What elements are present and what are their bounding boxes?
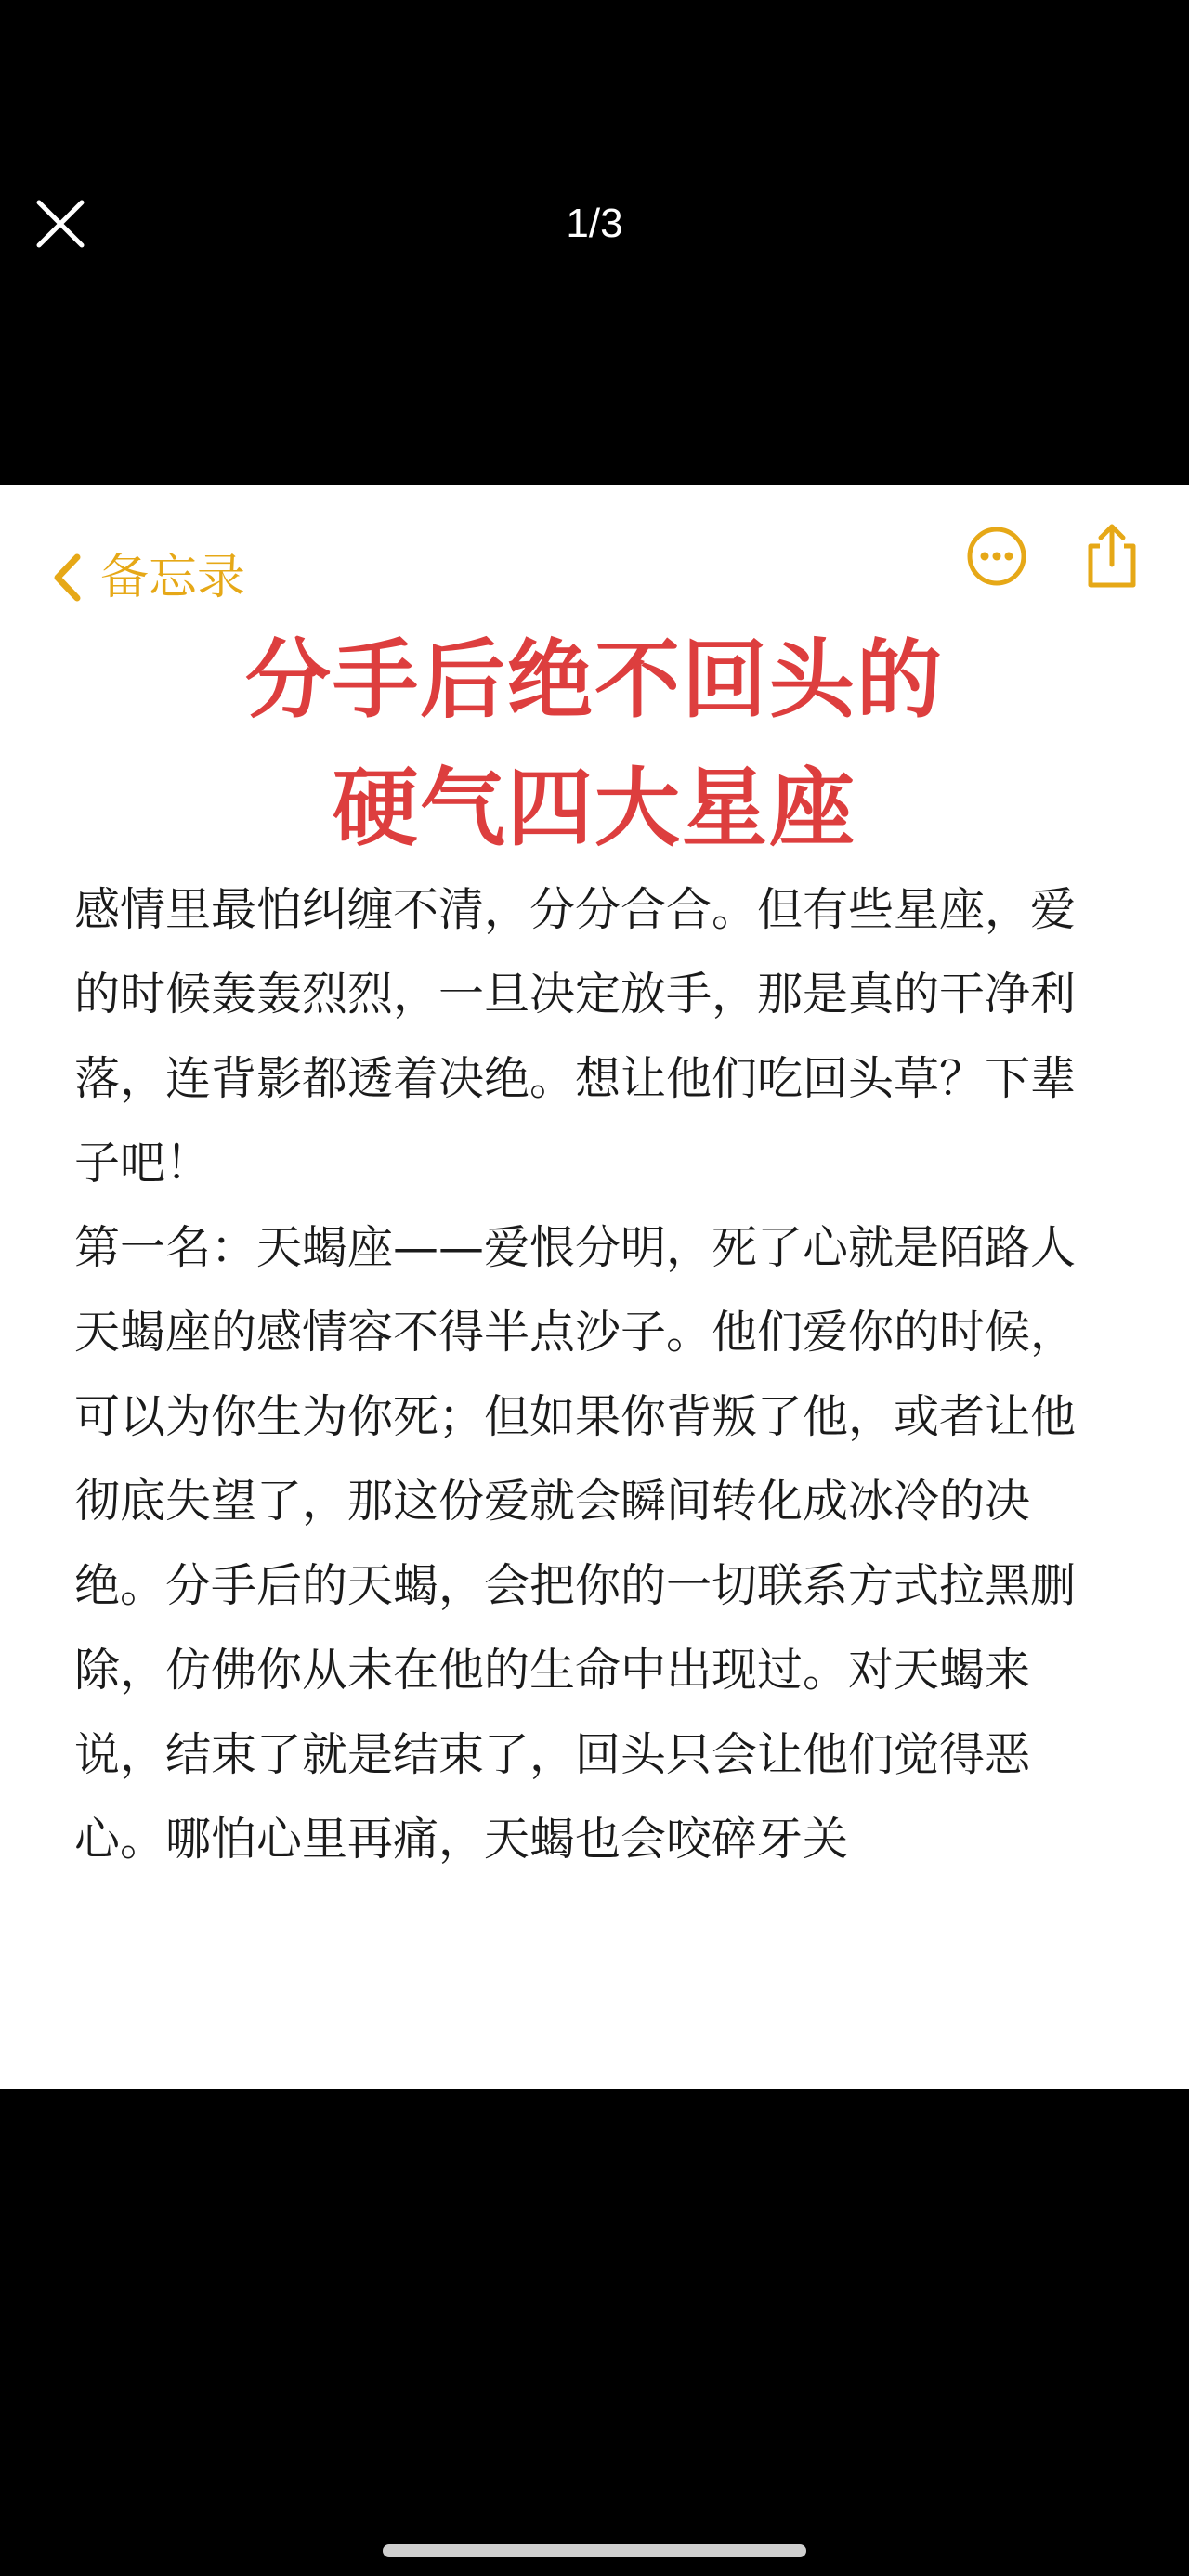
image-viewer-footer <box>0 2089 1189 2576</box>
share-icon <box>1079 522 1144 591</box>
note-title <box>0 617 1189 873</box>
back-button[interactable] <box>52 529 245 626</box>
back-label: 备忘录 <box>100 550 246 605</box>
page-counter: 1/3 <box>566 201 623 246</box>
home-indicator[interactable] <box>383 2544 806 2557</box>
note-title-line-2: 硬气四大星座 <box>332 759 856 858</box>
notes-screenshot <box>0 485 1189 2089</box>
notes-nav-bar <box>0 485 1189 633</box>
image-viewer-header <box>0 0 1189 485</box>
body-paragraph: 天蝎座的感情容不得半点沙子。他们爱你的时候，可以为你生为你死；但如果你背叛了他，或者让他彻底失望了，那这份爱就会瞬间转化成冰冷的决绝。分手后的天蝎，会把你的一切联系方式拉黑删除，仿佛你从未在他的生命中出现过。对天蝎来说，结束了就是结束了，回头只会让他们觉得恶心。哪怕心里再痛，天蝎也会咬碎牙关 <box>74 1306 1077 1866</box>
body-paragraph: 感情里最怕纠缠不清，分分合合。但有些星座，爱的时候轰轰烈烈，一旦决定放手，那是真的干净利落，连背影都透着决绝。想让他们吃回头草？下辈子吧！ <box>74 883 1077 1190</box>
chevron-left-icon <box>52 553 82 603</box>
more-button[interactable] <box>964 524 1029 589</box>
note-body <box>74 867 1096 1881</box>
note-title-line-1: 分手后绝不回头的 <box>244 631 944 730</box>
share-button[interactable] <box>1079 522 1144 587</box>
body-paragraph: 第一名：天蝎座——爱恨分明，死了心就是陌路人 <box>74 1221 1077 1274</box>
more-icon <box>964 524 1029 589</box>
